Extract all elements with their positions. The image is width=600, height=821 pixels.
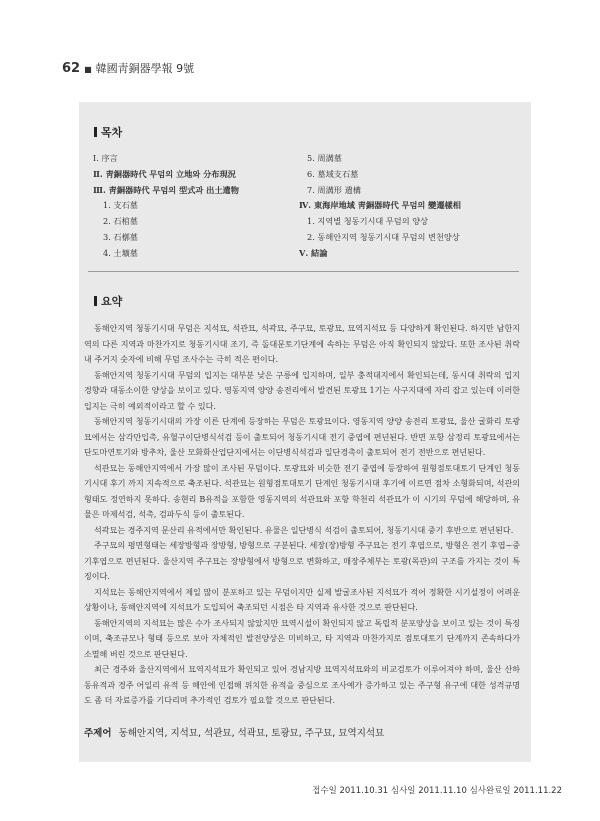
toc-item: 4. 土壙墓 [103,247,138,258]
toc-item: Ⅱ. 靑銅器時代 무덤의 立地와 分布現況 [93,168,236,179]
abstract-paragraph: 석관묘는 동해안지역에서 가장 많이 조사된 무덤이다. 토광묘와 비슷한 전기 중엽에 등장하여 원형점토대토기 단계인 청동기시대 후기 까지 지속적으로 축조된다. 석관묘는 원형점토대토기 단계인 청동기시대 후기에 이르면 점차 소형화되며, 석관의 형태도 정연하지 못하다. 송현리 B유적을 포함한 영동지역의 석관묘와 포항 학천리 석관묘가 이 시기의 무덤에 해당하며, 유물은 마제석검, 석촉, 검파두식 등이 출토된다. [84,463,520,519]
toc-item: Ⅳ. 東海岸地域 靑銅器時代 무덤의 變遷樣相 [299,200,461,211]
keywords-text: 동해안지역, 지석묘, 석관묘, 석곽묘, 토광묘, 주구묘, 묘역지석묘 [118,728,385,739]
abstract-paragraph: 지석묘는 동해안지역에서 제일 많이 분포하고 있는 무덤이지만 실제 발굴조사된 지석묘가 적어 정확한 시기설정이 어려운 상황이나, 동해안지역에 지석묘가 도입되어 축조되던 시점은 타 지역과 유사한 것으로 판단된다. [84,587,520,612]
toc-heading-label: 목차 [101,126,123,139]
toc-item: 2. 동해안지역 청동기시대 무덤의 변천양상 [307,231,460,242]
toc-left-column [93,151,303,262]
abstract-paragraph: 동해안지역 청동기시대 무덤의 입지는 대부분 낮은 구릉에 입지하며, 일부 충적대지에서 확인되는데, 동시대 취락의 입지 경향과 대동소이한 양상을 보이고 있다. 영동지역 양양 송전리에서 발견된 토광묘 1기는 사구지대에 자리 잡고 있는데 이러한 입지는 극히 예외적이라고 할 수 있다. [84,370,520,411]
abstract-paragraph: 주구묘의 평면형태는 세장방형과 장방형, 방형으로 구분된다. 세장(장)방형 주구묘는 전기 후엽으로, 방형은 전기 후엽~중기후엽으로 편년된다. 울산지역 주구묘는 장방형에서 방형으로 변화하고, 매장주체부는 토광(목관)의 구조를 가지는 것이 특징이다. [84,541,520,581]
keywords-line [84,725,384,739]
abstract-paragraph: 동해안지역 청동기시대 무덤은 지석묘, 석관묘, 석곽묘, 주구묘, 토광묘, 묘역지석묘 등 다양하게 확인된다. 하지만 남한지역의 다른 지역과 마찬가지로 청동기시대 조기, 즉 돌대문토기단계에 속하는 무덤은 아직 확인되지 않았다. 또한 조사된 취락 내 주거지 숫자에 비해 무덤 조사수는 극히 적은 편이다. [84,324,520,364]
toc-item: 1. 지역별 청동기시대 무덤의 양상 [307,216,429,227]
abstract-body [84,321,520,709]
toc-item: Ⅴ. 結論 [299,247,328,258]
toc-item: 7. 周溝形 遺構 [307,184,361,195]
running-head [62,60,194,76]
abstract-paragraph: 최근 경주와 울산지역에서 묘역지석묘가 확인되고 있어 경남지방 묘역지석묘와의 비교검토가 이루어져야 하며, 울산 산하동유적과 경주 어일리 유적 등 해안에 인접해 위치한 유적을 중심으로 조사예가 증가하고 있는 주구형 유구에 대한 성격규명도 좀 더 자료증가를 기다리며 추가적인 검토가 필요할 것으로 판단된다. [84,665,520,705]
bullet-glyph: ■ [84,65,92,74]
abstract-heading-label: 요약 [101,295,123,308]
page-number: 62 [62,61,81,76]
toc-item: Ⅰ. 序言 [93,153,118,163]
toc-item: 1. 支石墓 [103,200,138,211]
toc-heading [94,124,122,140]
abstract-paragraph: 동해안지역의 지석묘는 많은 수가 조사되지 않았지만 묘역시설이 확인되지 않고 독립적 분포양상을 보이고 있는 것이 특징이며, 축조규모나 형태 등으로 보아 자체적인 발전양상은 미비하고, 타 지역과 마찬가지로 점토대토기 단계까지 존속하다가 소멸해 버린 것으로 판단된다. [84,618,520,659]
keywords-label: 주제어 [84,728,112,739]
toc-right-column [299,151,522,262]
section-bar-icon [94,127,97,137]
abstract-heading [94,293,122,309]
review-dates: 접수일 2011.10.31 심사일 2011.11.10 심사완료일 2011.11.22 [312,786,562,796]
toc-item: 5. 周溝墓 [307,153,342,163]
abstract-paragraph: 석곽묘는 경주지역 문산리 유적에서만 확인된다. 유물은 일단병식 석검이 출토되어, 청동기시대 중기 후반으로 편년된다. [94,525,514,535]
toc-item: 6. 墓域支石墓 [307,168,359,179]
section-bar-icon [94,296,97,306]
abstract-paragraph: 동해안지역 청동기시대의 가장 이른 단계에 등장하는 무덤은 토광묘이다. 영동지역 양양 송전리 토광묘, 울산 굴화리 토광묘에서는 삼각만입촉, 유혈구이단병식석검 등이 출토되어 청동기시대 전기 중엽에 편년된다. 반면 포항 삼정리 토광묘에서는 단도마연토기와 방추차, 울산 모화화산업단지에서는 이단병식석검과 일단경촉이 출토되어 전기 전반으로 편년된다. [84,417,520,457]
toc-item: 2. 石棺墓 [103,216,138,227]
section-divider [88,271,519,272]
toc-item: Ⅲ. 靑銅器時代 무덤의 型式과 出土遺物 [93,184,239,195]
toc-item: 3. 石槨墓 [103,231,138,242]
journal-title: 韓國靑銅器學報 9號 [95,62,195,75]
